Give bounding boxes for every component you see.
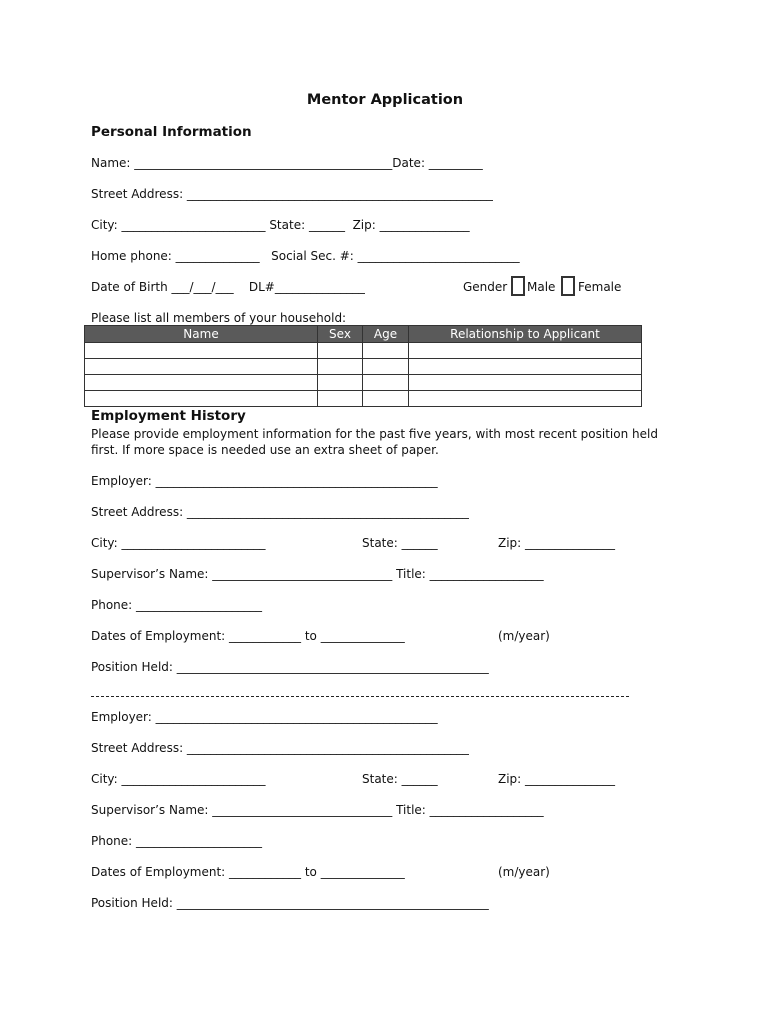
table-row xyxy=(85,343,642,359)
phone-ssn-field[interactable]: Home phone: ______________ Social Sec. #: ___________________________ xyxy=(91,249,520,263)
name-cell[interactable] xyxy=(85,343,318,359)
employment-dates-field[interactable]: Dates of Employment: ____________ to ______________ xyxy=(91,629,405,643)
employment-dates-unit: (m/year) xyxy=(498,629,550,643)
household-prompt: Please list all members of your household: xyxy=(91,311,347,325)
female-label: Female xyxy=(578,280,622,294)
position-held-field[interactable]: Position Held: ____________________________________________________ xyxy=(91,660,489,674)
header-relationship: Relationship to Applicant xyxy=(409,326,642,343)
section-divider xyxy=(91,696,629,697)
supervisor-title-field[interactable]: Supervisor’s Name: ______________________________ Title: ___________________ xyxy=(91,567,544,581)
employer-phone-field[interactable]: Phone: _____________________ xyxy=(91,834,263,848)
female-checkbox[interactable] xyxy=(561,276,575,296)
household-header-row xyxy=(85,326,642,343)
position-held-field[interactable]: Position Held: ____________________________________________________ xyxy=(91,896,489,910)
header-sex: Sex xyxy=(318,326,363,343)
city-state-zip-field[interactable]: City: ________________________ State: ______ Zip: _______________ xyxy=(91,218,470,232)
employer-field[interactable]: Employer: _______________________________________________ xyxy=(91,710,438,724)
employer-state-field[interactable]: State: ______ xyxy=(362,772,438,786)
table-row xyxy=(85,375,642,391)
sex-cell[interactable] xyxy=(318,375,363,391)
relationship-cell[interactable] xyxy=(409,391,642,407)
table-row xyxy=(85,359,642,375)
page-title: Mentor Application xyxy=(306,92,464,108)
supervisor-title-field[interactable]: Supervisor’s Name: ______________________________ Title: ___________________ xyxy=(91,803,544,817)
dob-dl-field[interactable]: Date of Birth ___/___/___ DL#_______________ xyxy=(91,280,365,294)
employer-street-field[interactable]: Street Address: _______________________________________________ xyxy=(91,741,469,755)
sex-cell[interactable] xyxy=(318,343,363,359)
table-row xyxy=(85,391,642,407)
gender-label: Gender xyxy=(463,280,508,294)
header-age: Age xyxy=(363,326,409,343)
name-date-field[interactable]: Name: ___________________________________________Date: _________ xyxy=(91,156,483,170)
header-name: Name xyxy=(85,326,318,343)
employment-dates-unit: (m/year) xyxy=(498,865,550,879)
name-cell[interactable] xyxy=(85,359,318,375)
employer-field[interactable]: Employer: _______________________________________________ xyxy=(91,474,438,488)
employer-zip-field[interactable]: Zip: _______________ xyxy=(498,536,616,550)
personal-info-heading: Personal Information xyxy=(91,124,252,140)
street-address-field[interactable]: Street Address: ___________________________________________________ xyxy=(91,187,493,201)
employer-phone-field[interactable]: Phone: _____________________ xyxy=(91,598,263,612)
relationship-cell[interactable] xyxy=(409,359,642,375)
employer-city-field[interactable]: City: ________________________ xyxy=(91,536,266,550)
age-cell[interactable] xyxy=(363,391,409,407)
age-cell[interactable] xyxy=(363,375,409,391)
employer-zip-field[interactable]: Zip: _______________ xyxy=(498,772,616,786)
name-cell[interactable] xyxy=(85,391,318,407)
sex-cell[interactable] xyxy=(318,391,363,407)
relationship-cell[interactable] xyxy=(409,375,642,391)
sex-cell[interactable] xyxy=(318,359,363,375)
employer-street-field[interactable]: Street Address: _______________________________________________ xyxy=(91,505,469,519)
household-table xyxy=(84,325,642,407)
relationship-cell[interactable] xyxy=(409,343,642,359)
employer-city-field[interactable]: City: ________________________ xyxy=(91,772,266,786)
employment-instructions: Please provide employment information for the past five years, with most recent position held first. If more space is needed use an extra sheet of paper. xyxy=(91,427,658,457)
age-cell[interactable] xyxy=(363,359,409,375)
male-label: Male xyxy=(527,280,556,294)
name-cell[interactable] xyxy=(85,375,318,391)
male-checkbox[interactable] xyxy=(511,276,525,296)
age-cell[interactable] xyxy=(363,343,409,359)
employment-dates-field[interactable]: Dates of Employment: ____________ to ______________ xyxy=(91,865,405,879)
employment-history-heading: Employment History xyxy=(91,408,246,424)
employer-state-field[interactable]: State: ______ xyxy=(362,536,438,550)
